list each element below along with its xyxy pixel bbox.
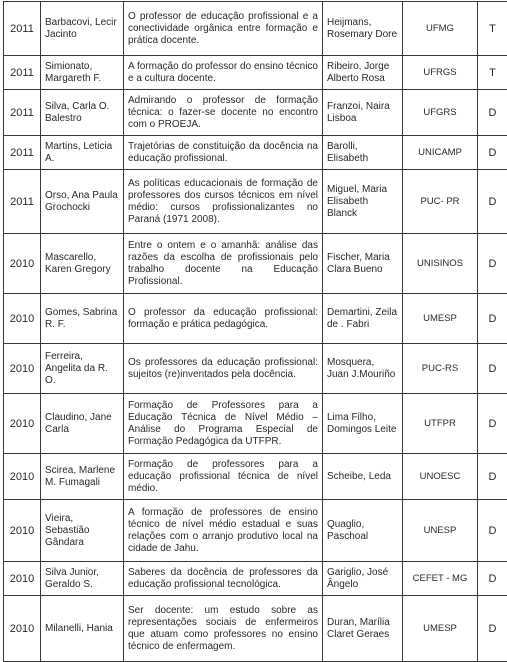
type-cell: D [478, 170, 507, 234]
document-page [3, 1, 507, 662]
title-cell: Formação de professores para a educação profissional técnica de nível médio. [124, 454, 323, 500]
table-row [4, 234, 507, 294]
author-cell: Orso, Ana Paula Grochocki [41, 170, 124, 234]
type-cell: D [478, 454, 507, 500]
title-cell: Saberes da docência de professores da educação profissional tecnológica. [124, 562, 323, 596]
year-cell: 2010 [4, 394, 41, 454]
author-cell: Gomes, Sabrina R. F. [41, 294, 124, 344]
year-cell: 2010 [4, 344, 41, 394]
year-cell: 2011 [4, 56, 41, 90]
institution-cell: PUC-RS [403, 344, 478, 394]
institution-cell: UMESP [403, 596, 478, 662]
type-cell: D [478, 500, 507, 562]
advisor-cell: Scheibe, Leda [323, 454, 403, 500]
author-cell: Martins, Leticia A. [41, 136, 124, 170]
type-cell: T [478, 56, 507, 90]
advisor-cell: Fischer, Maria Clara Bueno [323, 234, 403, 294]
institution-cell: UTFPR [403, 394, 478, 454]
theses-table [3, 1, 507, 662]
advisor-cell: Heijmans, Rosemary Dore [323, 2, 403, 56]
table-row [4, 454, 507, 500]
table-row [4, 394, 507, 454]
institution-cell: UFRGS [403, 56, 478, 90]
table-row [4, 170, 507, 234]
type-cell: D [478, 394, 507, 454]
title-cell: Ser docente: um estudo sobre as representações sociais de enfermeiros que atuam como professores no ensino técnico de enfermagem. [124, 596, 323, 662]
advisor-cell: Quaglio, Paschoal [323, 500, 403, 562]
type-cell: D [478, 136, 507, 170]
title-cell: O professor de educação profissional e a conectividade orgânica entre formação e prática docente. [124, 2, 323, 56]
year-cell: 2010 [4, 294, 41, 344]
author-cell: Scirea, Marlene M. Fumagali [41, 454, 124, 500]
author-cell: Silva, Carla O. Balestro [41, 90, 124, 136]
type-cell: D [478, 90, 507, 136]
author-cell: Milanelli, Hania [41, 596, 124, 662]
year-cell: 2010 [4, 454, 41, 500]
author-cell: Vieira, Sebastião Gândara [41, 500, 124, 562]
table-row [4, 56, 507, 90]
institution-cell: UFMG [403, 2, 478, 56]
title-cell: O professor da educação profissional: formação e prática pedagógica. [124, 294, 323, 344]
table-row [4, 294, 507, 344]
year-cell: 2010 [4, 500, 41, 562]
advisor-cell: Ribeiro, Jorge Alberto Rosa [323, 56, 403, 90]
title-cell: A formação do professor do ensino técnico e a cultura docente. [124, 56, 323, 90]
advisor-cell: Duran, Marília Claret Geraes [323, 596, 403, 662]
year-cell: 2010 [4, 596, 41, 662]
type-cell: D [478, 596, 507, 662]
institution-cell: CEFET - MG [403, 562, 478, 596]
author-cell: Ferreira, Angelita da R. O. [41, 344, 124, 394]
table-row [4, 500, 507, 562]
institution-cell: UNESP [403, 500, 478, 562]
table-row [4, 90, 507, 136]
advisor-cell: Franzoi, Naira Lisboa [323, 90, 403, 136]
year-cell: 2010 [4, 234, 41, 294]
table-row [4, 562, 507, 596]
advisor-cell: Gariglio, José Ângelo [323, 562, 403, 596]
institution-cell: UMESP [403, 294, 478, 344]
title-cell: Admirando o professor de formação técnica: o fazer-se docente no encontro com o PROEJA. [124, 90, 323, 136]
year-cell: 2010 [4, 562, 41, 596]
theses-table-body [4, 2, 507, 662]
institution-cell: UNICAMP [403, 136, 478, 170]
author-cell: Mascarello, Karen Gregory [41, 234, 124, 294]
table-row [4, 2, 507, 56]
type-cell: D [478, 234, 507, 294]
title-cell: Entre o ontem e o amanhã: análise das razões da escolha de profissionais pelo trabalho docente na Educação Profissional. [124, 234, 323, 294]
type-cell: D [478, 294, 507, 344]
advisor-cell: Demartini, Zeila de . Fabri [323, 294, 403, 344]
type-cell: D [478, 562, 507, 596]
type-cell: T [478, 2, 507, 56]
table-row [4, 596, 507, 662]
advisor-cell: Barolli, Elisabeth [323, 136, 403, 170]
title-cell: Formação de Professores para a Educação Técnica de Nível Médio – Análise do Programa Especial de Formação Pedagógica da UTFPR. [124, 394, 323, 454]
title-cell: A formação de professores de ensino técnico de nível médio estadual e suas relações com o arranjo produtivo local na cidade de Jahu. [124, 500, 323, 562]
author-cell: Barbacovi, Lecir Jacinto [41, 2, 124, 56]
table-row [4, 344, 507, 394]
institution-cell: UNISINOS [403, 234, 478, 294]
author-cell: Claudino, Jane Carla [41, 394, 124, 454]
type-cell: D [478, 344, 507, 394]
advisor-cell: Miguel, Maria Elisabeth Blanck [323, 170, 403, 234]
institution-cell: UFGRS [403, 90, 478, 136]
year-cell: 2011 [4, 170, 41, 234]
table-row [4, 136, 507, 170]
year-cell: 2011 [4, 2, 41, 56]
advisor-cell: Lima Filho, Domingos Leite [323, 394, 403, 454]
author-cell: Simionato, Margareth F. [41, 56, 124, 90]
year-cell: 2011 [4, 90, 41, 136]
title-cell: Os professores da educação profissional: sujeitos (re)inventados pela docência. [124, 344, 323, 394]
author-cell: Silva Junior, Geraldo S. [41, 562, 124, 596]
title-cell: As políticas educacionais de formação de professores dos cursos técnicos em nível médio: cursos profissionalizantes no Paraná (1971 2008). [124, 170, 323, 234]
title-cell: Trajetórias de constituição da docência na educação profissional. [124, 136, 323, 170]
institution-cell: PUC- PR [403, 170, 478, 234]
institution-cell: UNOESC [403, 454, 478, 500]
year-cell: 2011 [4, 136, 41, 170]
advisor-cell: Mosquera, Juan J.Mouriño [323, 344, 403, 394]
